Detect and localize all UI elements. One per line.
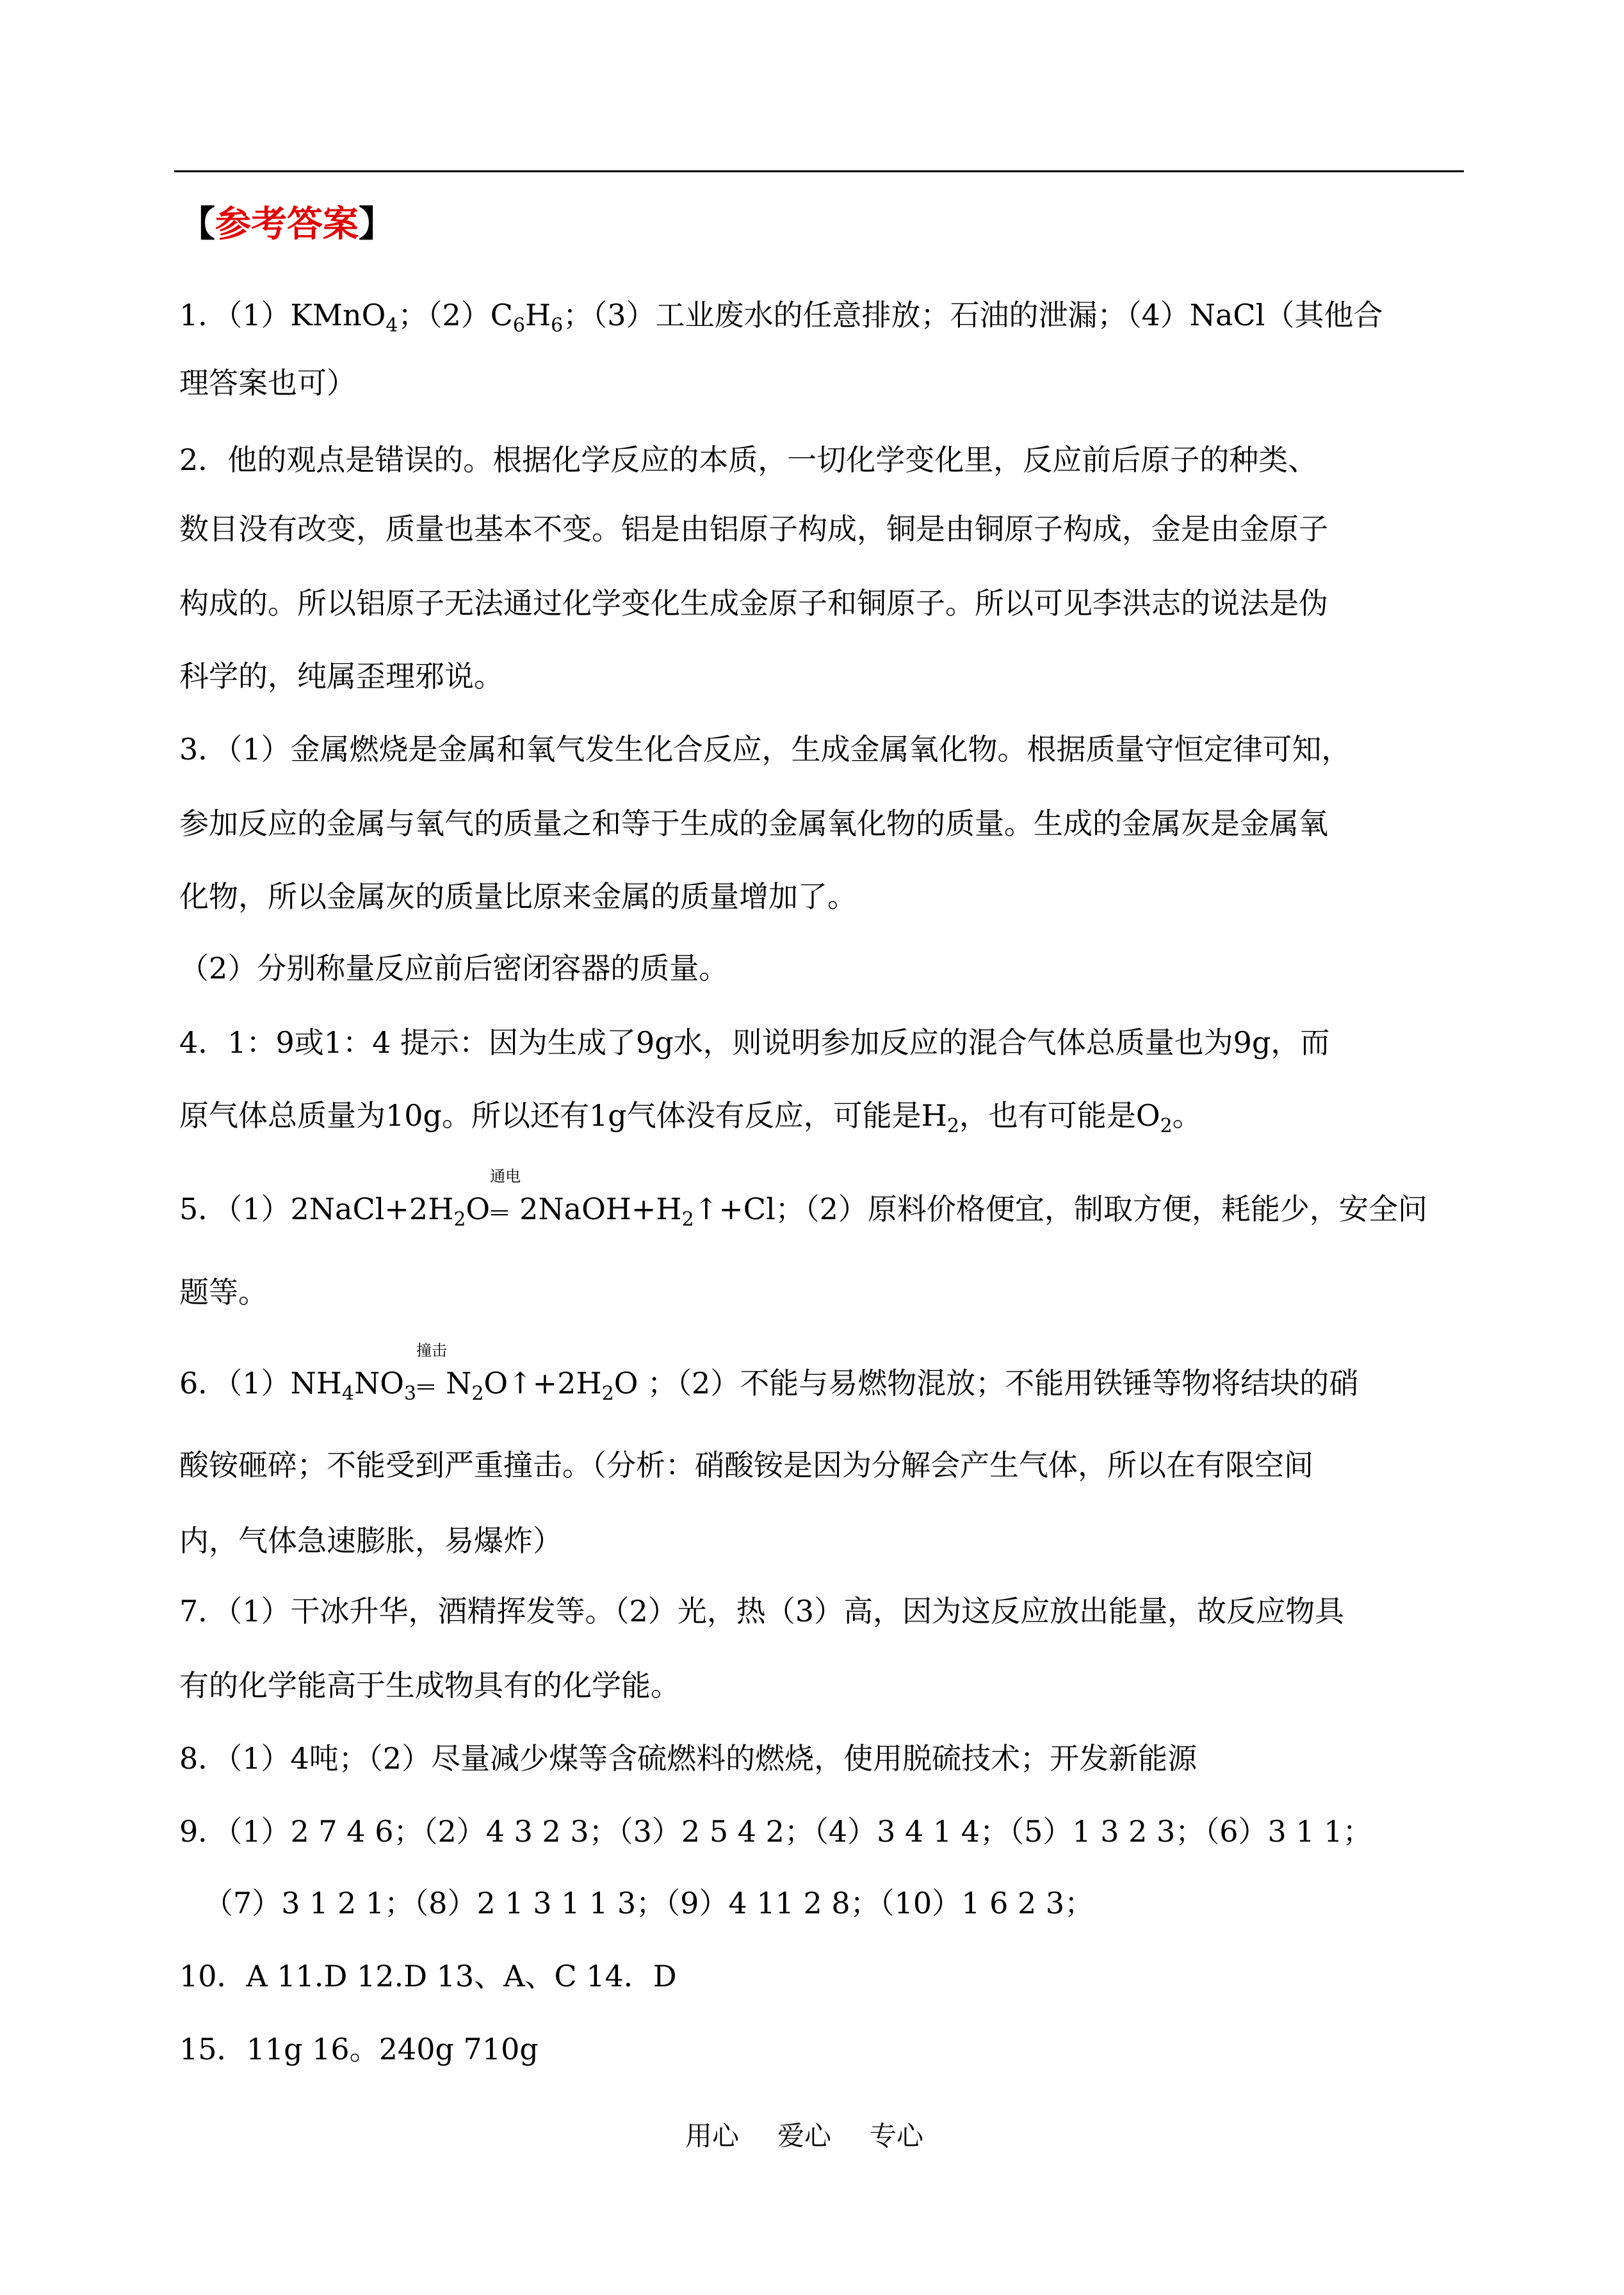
answer-6-line-1: 6．$(1)NH_4NO_3$ 撞击 $N_2O↑+2H_2O$ ；（2）不能与易燃物混放；不能用铁锤等物将结块的硝 bbox=[179, 1342, 1359, 1405]
answer-7-line-2: 有的化学能高于生成物具有的化学能。 bbox=[179, 1668, 680, 1703]
answer-2-line-2: 数目没有改变，质量也基本不变。铝是由铝原子构成，铜是由铜原子构成，金是由金原子 bbox=[179, 512, 1328, 546]
answer-3-line-4: （2）分别称量反应前后密闭容器的质量。 bbox=[179, 951, 729, 985]
header-rule bbox=[174, 170, 1464, 172]
answer-2-line-4: 科学的，纯属歪理邪说。 bbox=[179, 659, 503, 693]
answer-1-line-2: 理答案也可） bbox=[179, 366, 356, 400]
answer-5-line-1: 5．$(1)2NaCl+2H_2O$ 通电 $2NaOH+H_2↑+Cl$；（2）原料价格便宜，制取方便，耗能少，安全问 bbox=[179, 1167, 1427, 1231]
page-footer: 用心 爱心 专心 bbox=[685, 2120, 924, 2152]
answer-3-line-1: 3．（1）金属燃烧是金属和氧气发生化合反应，生成金属氧化物。根据质量守恒定律可知， bbox=[179, 732, 1351, 766]
answer-heading: 【参考答案】 bbox=[179, 203, 394, 245]
reaction-condition: 通电 bbox=[490, 1190, 519, 1228]
answer-4-line-2: 原气体总质量为10g。所以还有1g气体没有反应，可能是$H_2$，也有可能是$O_2$。 bbox=[179, 1098, 1202, 1137]
answer-2-line-3: 构成的。所以铝原子无法通过化学变化生成金原子和铜原子。所以可见李洪志的说法是伪 bbox=[179, 586, 1328, 620]
answer-15-16-line: 15．11g 16。240g 710g bbox=[179, 2032, 539, 2066]
reaction-condition: 撞击 bbox=[416, 1364, 446, 1402]
answer-4-line-1: 4．1：9或1：4 提示：因为生成了9g水，则说明参加反应的混合气体总质量也为9g，而 bbox=[179, 1025, 1330, 1060]
answer-heading-text: 参考答案 bbox=[215, 203, 359, 245]
answer-2-line-1: 2．他的观点是错误的。根据化学反应的本质，一切化学变化里，反应前后原子的种类、 bbox=[179, 442, 1318, 477]
answer-9-line-1: 9．（1）2 7 4 6；（2）4 3 2 3；（3）2 5 4 2；（4）3 4 1 4；（5）1 3 2 3；（6）3 1 1； bbox=[179, 1814, 1372, 1849]
answer-6-line-2: 酸铵砸碎；不能受到严重撞击。（分析：硝酸铵是因为分解会产生气体，所以在有限空间 bbox=[179, 1448, 1313, 1482]
answer-10-14-line: 10．A 11.D 12.D 13、A、C 14．D bbox=[179, 1959, 677, 1993]
answer-3-line-3: 化物，所以金属灰的质量比原来金属的质量增加了。 bbox=[179, 879, 857, 914]
answer-1-line-1: 1．（1）KMnO$_4$；$(2)C_6H_6$；（3）工业废水的任意排放；石油的泄漏；（4）NaCl（其他合 bbox=[179, 298, 1383, 337]
answer-5-line-2: 题等。 bbox=[179, 1275, 268, 1310]
answer-8-line-1: 8．（1）4吨；（2）尽量减少煤等含硫燃料的燃烧，使用脱硫技术；开发新能源 bbox=[179, 1741, 1198, 1776]
answer-6-line-3: 内，气体急速膨胀，易爆炸） bbox=[179, 1523, 562, 1558]
answer-3-line-2: 参加反应的金属与氧气的质量之和等于生成的金属氧化物的质量。生成的金属灰是金属氧 bbox=[179, 806, 1328, 841]
answer-7-line-1: 7．（1）干冰升华，酒精挥发等。（2）光，热（3）高，因为这反应放出能量，故反应物具 bbox=[179, 1594, 1345, 1628]
answer-9-line-2: （7）3 1 2 1；（8）2 1 3 1 1 3；（9）4 11 2 8；（10）1 6 2 3； bbox=[204, 1886, 1094, 1920]
